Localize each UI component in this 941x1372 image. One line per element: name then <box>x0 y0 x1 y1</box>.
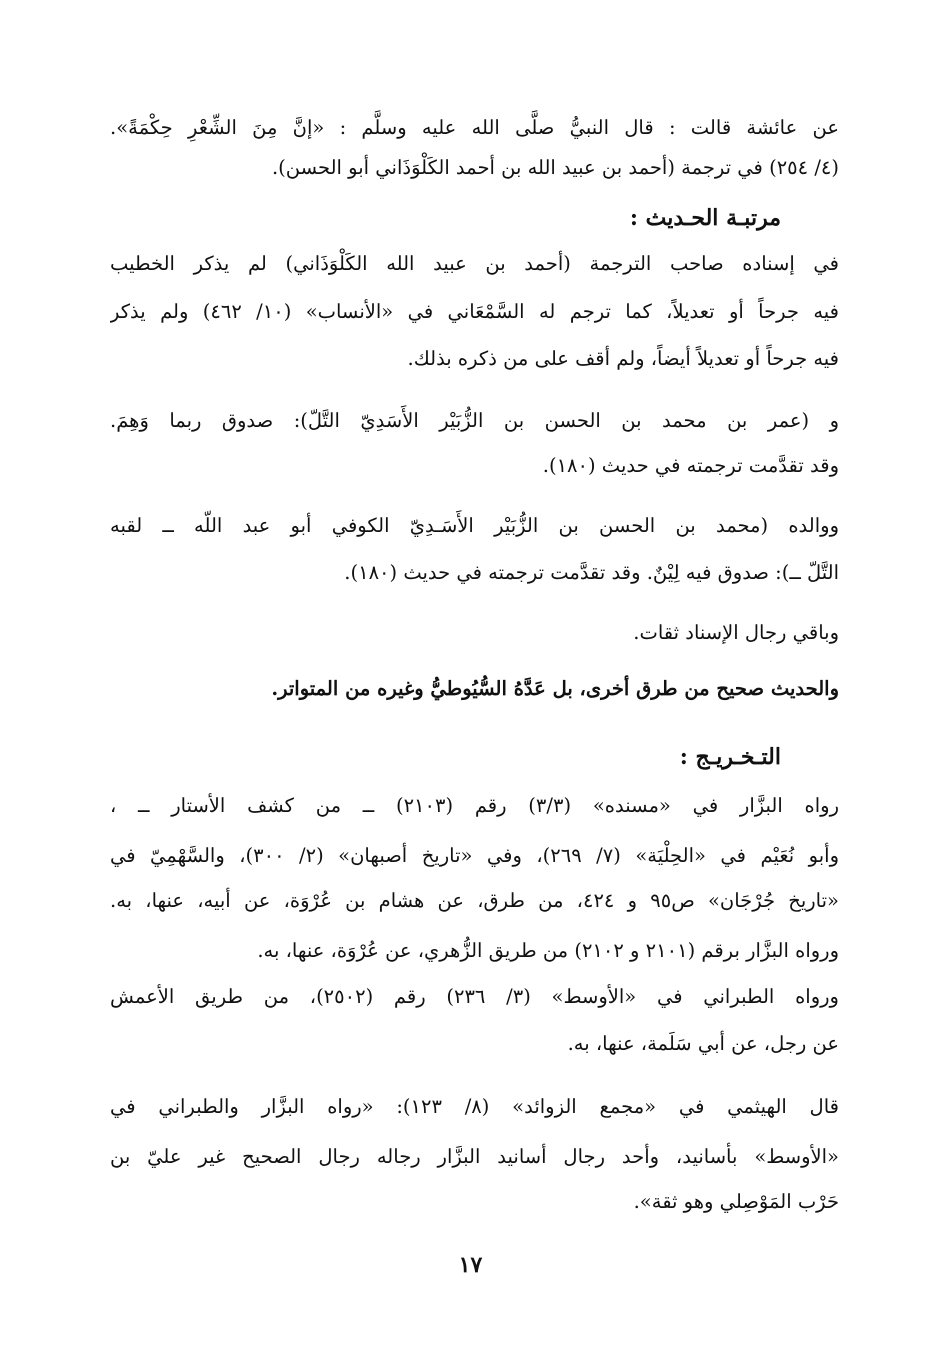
takhrij-paragraph-line: رواه البزَّار في «مسنده» (٣/٣) رقم (٢١٠٣) ــ من كشف الأستار ــ ، <box>110 794 839 817</box>
takhrij-paragraph-line: وأبو نُعَيْم في «الحِلْيَة» (٧/ ٢٦٩)، وفي «تاريخ أصبهان» (٢/ ٣٠٠)، والسَّهْمِيّ في <box>110 844 839 867</box>
takhrij-paragraph-line: «تاريخ جُرْجَان» ص٩٥ و ٤٢٤، من طرق، عن هشام بن عُرْوَة، عن أبيه، عنها، به. <box>110 889 839 912</box>
remaining-narrators-text: وباقي رجال الإسناد ثقات. <box>633 621 839 644</box>
narrator-paragraph-line: و (عمر بن محمد بن الحسن بن الزُّبَيْر الأَسَدِيّ التَّلّ): صدوق ربما وَهِمَ. <box>110 409 839 432</box>
takhrij-heading: التـخـريـج : <box>679 744 781 770</box>
authenticity-conclusion: والحديث صحيح من طرق أخرى، بل عَدَّهُ السُّيُوطيُّ وغيره من المتواتر. <box>271 677 839 700</box>
hadith-text-line: عن عائشة قالت : قال النبيُّ صلَّى الله عليه وسلَّم : «إنَّ مِنَ الشِّعْرِ حِكْمَةً». <box>110 116 839 139</box>
takhrij-bazzar-line: ورواه البزَّار برقم (٢١٠١ و ٢١٠٢) من طريق الزُّهري، عن عُرْوَة، عنها، به. <box>257 939 839 962</box>
haythami-quote-line: حَرْب المَوْصِلي وهو ثقة». <box>633 1190 839 1213</box>
source-reference-line: (٤/ ٢٥٤) في ترجمة (أحمد بن عبيد الله بن أحمد الكَلْوَذَاني أبو الحسن). <box>271 156 839 179</box>
takhrij-tabarani-line: عن رجل، عن أبي سَلَمة، عنها، به. <box>567 1032 839 1055</box>
narrator-paragraph-line: وقد تقدَّمت ترجمته في حديث (١٨٠). <box>542 454 839 477</box>
haythami-quote-line: «الأوسط» بأسانيد، وأحد رجال أسانيد البزَّار رجاله رجال الصحيح غير عليّ بن <box>110 1145 839 1168</box>
father-narrator-paragraph-line: التَّلّ ــ): صدوق فيه لِيْنٌ. وقد تقدَّمت ترجمته في حديث (١٨٠). <box>344 561 839 584</box>
isnad-paragraph-line: فيه جرحاً أو تعديلاً، كما ترجم له السَّمْعَاني في «الأنساب» (١٠/ ٤٦٢) ولم يذكر <box>110 300 839 323</box>
isnad-paragraph-line: فيه جرحاً أو تعديلاً أيضاً، ولم أقف على من ذكره بذلك. <box>407 347 839 370</box>
haythami-quote-line: قال الهيثمي في «مجمع الزوائد» (٨/ ١٢٣): «رواه البزَّار والطبراني في <box>110 1095 839 1118</box>
hadith-rank-heading: مرتبـة الحـديث : <box>629 205 781 231</box>
father-narrator-paragraph-line: ووالده (محمد بن الحسن بن الزُّبَيْر الأَسَـدِيّ الكوفي أبو عبد اللّه ــ لقبه <box>110 514 839 537</box>
takhrij-tabarani-line: ورواه الطبراني في «الأوسط» (٣/ ٢٣٦) رقم (٢٥٠٢)، من طريق الأعمش <box>110 985 839 1008</box>
page-number: ١٧ <box>458 1252 483 1278</box>
isnad-paragraph-line: في إسناده صاحب الترجمة (أحمد بن عبيد الله الكَلْوَذَاني) لم يذكر الخطيب <box>110 252 839 275</box>
